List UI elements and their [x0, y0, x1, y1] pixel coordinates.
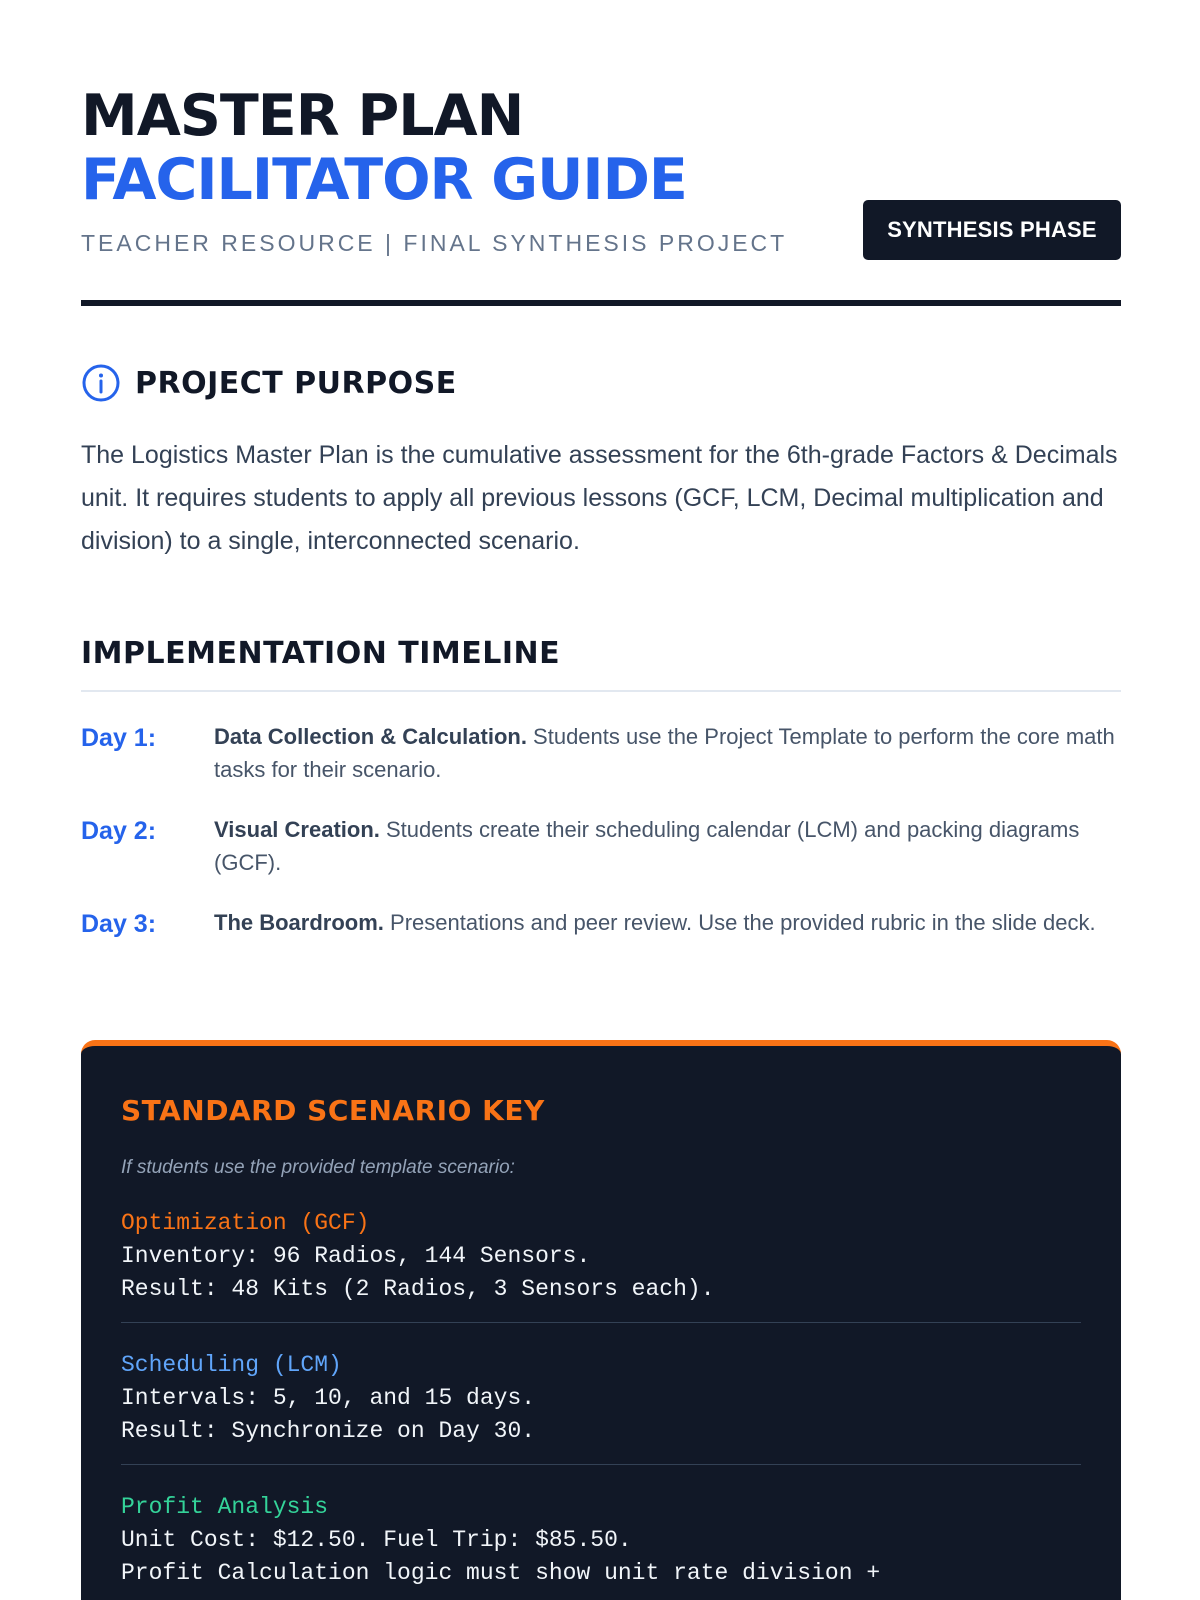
- scenario-block-heading: Scheduling (LCM): [121, 1352, 342, 1378]
- timeline-heading: Data Collection & Calculation.: [214, 724, 527, 749]
- page-header: [81, 0, 1121, 306]
- scenario-block-line: Intervals: 5, 10, and 15 days.: [121, 1385, 536, 1411]
- timeline-day-label: Day 3:: [81, 910, 157, 938]
- facilitator-guide-page: [81, 0, 1121, 1586]
- scenario-block-lcm: [121, 1349, 1081, 1465]
- page-subtitle: TEACHER RESOURCE | FINAL SYNTHESIS PROJECT: [81, 230, 788, 256]
- scenario-block-line: Profit Calculation logic must show unit rate division +: [121, 1560, 881, 1586]
- scenario-block-heading: Optimization (GCF): [121, 1210, 370, 1236]
- scenario-block-gcf: [121, 1207, 1081, 1323]
- timeline-day-label: Day 1:: [81, 724, 157, 752]
- timeline-text: Students use the Project Template to perform the core math tasks for their scenario.: [214, 724, 1115, 782]
- timeline-title: IMPLEMENTATION TIMELINE: [81, 636, 561, 671]
- timeline-heading: Visual Creation.: [214, 817, 380, 842]
- timeline-item-day-2: [81, 813, 1121, 906]
- scenario-block-line: Result: Synchronize on Day 30.: [121, 1418, 536, 1444]
- timeline-text: Presentations and peer review. Use the provided rubric in the slide deck.: [383, 910, 1096, 935]
- timeline-item-day-1: [81, 720, 1121, 813]
- scenario-block-profit: [121, 1491, 1081, 1600]
- page-title-main: MASTER PLAN: [81, 83, 524, 149]
- timeline-day-label: Day 2:: [81, 817, 157, 845]
- timeline-divider: [81, 690, 1121, 692]
- scenario-block-line: Result: 48 Kits (2 Radios, 3 Sensors each).: [121, 1276, 715, 1302]
- timeline-item-day-3: [81, 906, 1121, 999]
- timeline-description: [214, 906, 1121, 939]
- scenario-key-card: [81, 1040, 1121, 1600]
- scenario-key-note: If students use the provided template scenario:: [121, 1157, 515, 1178]
- scenario-block-line: Unit Cost: $12.50. Fuel Trip: $85.50.: [121, 1527, 632, 1553]
- timeline-text: Students create their scheduling calendar (LCM) and packing diagrams (GCF).: [214, 817, 1080, 875]
- timeline-description: [214, 720, 1121, 786]
- info-icon: [81, 363, 121, 403]
- purpose-heading: [81, 363, 457, 403]
- purpose-title: PROJECT PURPOSE: [135, 365, 457, 401]
- timeline-description: [214, 813, 1121, 879]
- timeline-list: [81, 720, 1121, 999]
- timeline-heading: The Boardroom.: [214, 910, 384, 935]
- scenario-block-line: Inventory: 96 Radios, 144 Sensors.: [121, 1243, 591, 1269]
- page-title-sub: FACILITATOR GUIDE: [81, 147, 687, 213]
- purpose-text: The Logistics Master Plan is the cumulative assessment for the 6th-grade Factors & Decimals unit. It requires students to apply all previous lessons (GCF, LCM, Decimal multiplication and division) to a single, interconnected scenario.: [81, 441, 1118, 555]
- scenario-block-heading: Profit Analysis: [121, 1494, 329, 1520]
- phase-badge: SYNTHESIS PHASE: [863, 200, 1121, 260]
- scenario-key-title: STANDARD SCENARIO KEY: [121, 1094, 545, 1127]
